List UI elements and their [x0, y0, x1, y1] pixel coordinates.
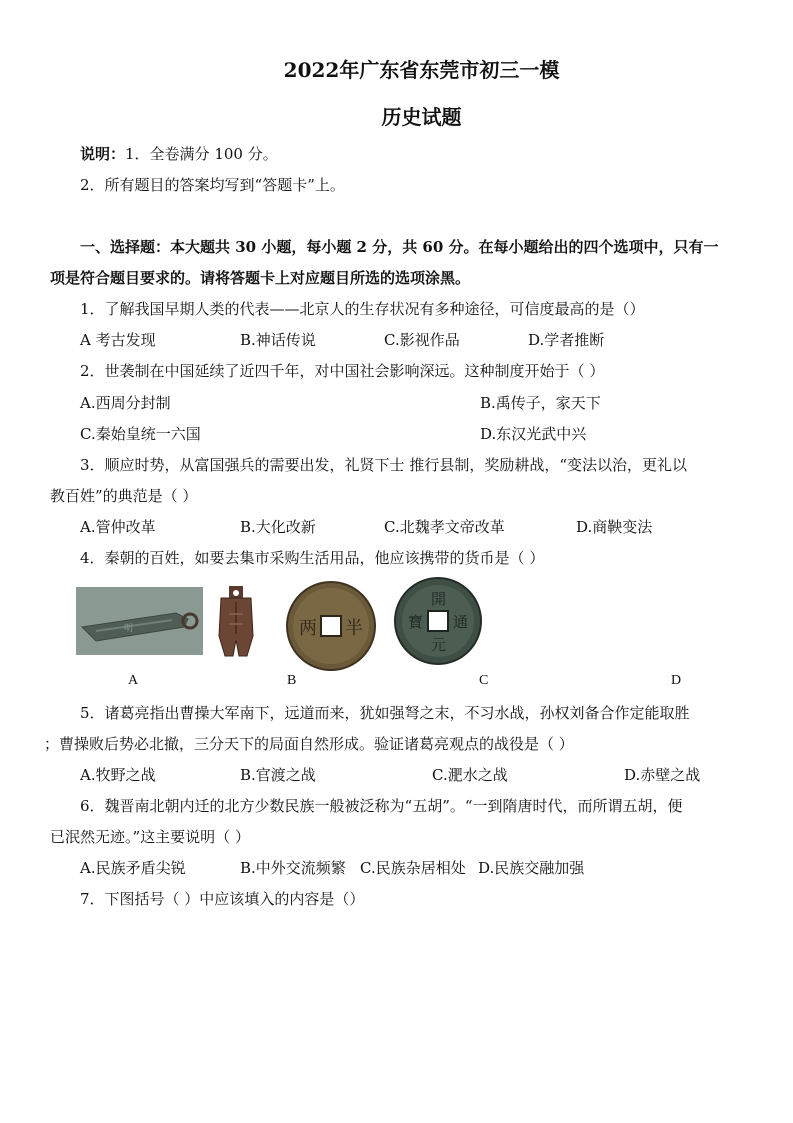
banliang-left-character: 两 — [299, 618, 317, 639]
knife-coin-icon — [76, 587, 203, 655]
question-6-stem-line-1: 6．魏晋南北朝内迁的北方少数民族一般被泛称为“五胡”。“一到隋唐时代，而所谓五胡，便 — [80, 797, 683, 815]
question-6-option-d: D.民族交融加强 — [478, 859, 585, 877]
question-2-stem: 2．世袭制在中国延续了近四千年，对中国社会影响深远。这种制度开始于（ ） — [80, 362, 605, 380]
coin-label-d: D — [671, 673, 682, 688]
instructions-item-1: 1．全卷满分 100 分。 — [125, 145, 278, 163]
coin-label-a: A — [128, 673, 139, 688]
instructions-label: 说明： — [80, 145, 126, 163]
question-6-option-c: C.民族杂居相处 — [360, 859, 466, 877]
question-3-stem-line-1: 3．顺应时势，从富国强兵的需要出发，礼贤下士 推行县制，奖励耕战，“变法以治，更礼以 — [80, 456, 687, 474]
question-3-option-c: C.北魏孝文帝改革 — [384, 518, 505, 536]
question-7-stem: 7．下图括号（ ）中应该填入的内容是（） — [80, 890, 365, 908]
question-3-option-a: A.管仲改革 — [80, 518, 156, 536]
question-1-option-c: C.影视作品 — [384, 331, 460, 349]
instructions-line-1 — [80, 144, 278, 164]
section-heading-line-2: 项是符合题目要求的。请将答题卡上对应题目所选的选项涂黑。 — [50, 269, 471, 287]
instructions-item-2: 2．所有题目的答案均写到“答题卡”上。 — [80, 176, 345, 194]
kaiyuan-top-character: 開 — [431, 590, 447, 608]
question-1-option-a: A 考古发现 — [80, 331, 156, 349]
question-3-option-d: D.商鞅变法 — [576, 518, 653, 536]
kaiyuan-right-character: 通 — [453, 613, 469, 631]
question-6-stem-line-2: 已泯然无迹。”这主要说明（ ） — [50, 828, 250, 846]
page-subtitle: 历史试题 — [381, 105, 462, 129]
spade-coin-icon — [211, 584, 261, 658]
question-3-option-b: B.大化改新 — [240, 518, 316, 536]
section-heading-line-1: 一、选择题：本大题共 30 小题，每小题 2 分，共 60 分。在每小题给出的四个选项中，只有一 — [80, 238, 719, 256]
question-1-stem: 1．了解我国早期人类的代表——北京人的生存状况有多种途径，可信度最高的是（） — [80, 300, 645, 318]
question-6-option-a: A.民族矛盾尖锐 — [80, 859, 186, 877]
question-3-stem-line-2: 教百姓”的典范是（ ） — [50, 487, 198, 505]
knife-coin-image — [76, 587, 203, 655]
banliang-coin-icon — [285, 580, 377, 672]
question-5-stem-line-2: ；曹操败后势必北撤，三分天下的局面自然形成。验证诸葛亮观点的战役是（ ） — [44, 735, 574, 753]
question-2-option-d: D.东汉光武中兴 — [480, 425, 587, 443]
question-6-option-b: B.中外交流频繁 — [240, 859, 346, 877]
banliang-right-character: 半 — [345, 618, 363, 639]
coin-label-c: C — [479, 673, 489, 688]
spade-coin-image — [211, 584, 261, 658]
kaiyuan-left-character: 寶 — [408, 613, 424, 631]
coin-label-b: B — [287, 673, 297, 688]
question-2-option-a: A.西周分封制 — [80, 394, 171, 412]
question-2-option-b: B.禹传子，家天下 — [480, 394, 601, 412]
question-2-option-c: C.秦始皇统一六国 — [80, 425, 201, 443]
page-title: 2022年广东省东莞市初三一模 — [283, 58, 560, 82]
question-5-option-d: D.赤壁之战 — [624, 766, 701, 784]
question-1-option-b: B.神话传说 — [240, 331, 316, 349]
question-5-option-c: C.淝水之战 — [432, 766, 508, 784]
question-5-option-a: A.牧野之战 — [80, 766, 156, 784]
question-5-stem-line-1: 5．诸葛亮指出曹操大军南下，远道而来，犹如强弩之末，不习水战，孙权刘备合作定能取胜 — [80, 704, 690, 722]
banliang-coin-image — [285, 580, 377, 672]
question-5-option-b: B.官渡之战 — [240, 766, 316, 784]
question-4-stem: 4．秦朝的百姓，如要去集市采购生活用品，他应该携带的货币是（ ） — [80, 549, 545, 567]
question-1-option-d: D.学者推断 — [528, 331, 605, 349]
kaiyuan-bottom-character: 元 — [431, 636, 447, 654]
kaiyuan-coin-icon — [393, 576, 483, 666]
kaiyuan-coin-image — [393, 576, 483, 666]
knife-coin-inscription: 明 — [124, 624, 134, 634]
